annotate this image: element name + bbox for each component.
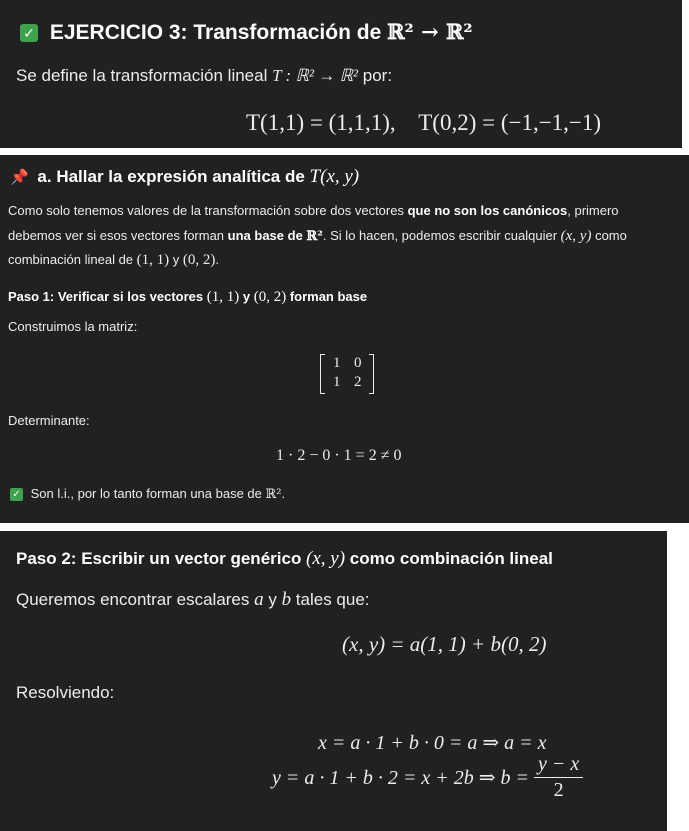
check-icon: ✓ bbox=[10, 488, 23, 501]
pin-icon: 📌 bbox=[10, 169, 29, 186]
linear-combination-equation: (x, y) = a(1, 1) + b(0, 2) bbox=[342, 632, 547, 656]
part-a-paragraph-line-1: Como solo tenemos valores de la transformación sobre dos vectores que no son los canónicos, primero bbox=[8, 203, 619, 218]
solving-label: Resolviendo: bbox=[16, 683, 115, 702]
step-2-panel bbox=[0, 531, 667, 831]
determinant-label: Determinante: bbox=[8, 413, 90, 428]
part-a-panel bbox=[0, 155, 689, 523]
exercise-title: ✓ EJERCICIO 3: Transformación de ℝ² → ℝ² bbox=[20, 19, 473, 45]
step-1-heading: Paso 1: Verificar si los vectores (1, 1) y (0, 2) forman base bbox=[8, 289, 368, 305]
solution-line-2: y = a · 1 + b · 2 = x + 2b ⇒ b = $\frac{y - x}{2}$ bbox=[272, 753, 583, 802]
matrix-cell: 0 bbox=[354, 355, 362, 371]
solution-line-1: x = a · 1 + b · 0 = a ⇒ a = x bbox=[318, 732, 547, 754]
independence-conclusion: ✓ Son l.i., por lo tanto forman una base de ℝ². bbox=[10, 486, 285, 502]
matrix-cell: 1 bbox=[333, 355, 341, 371]
step-2-heading: Paso 2: Escribir un vector genérico (x, y) como combinación lineal bbox=[16, 548, 553, 569]
matrix-cell: 1 bbox=[333, 374, 341, 390]
build-matrix-label: Construimos la matriz: bbox=[8, 319, 138, 334]
determinant-formula: 1 · 2 − 0 · 1 = 2 ≠ 0 bbox=[276, 447, 402, 464]
part-a-heading: 📌 a. Hallar la expresión analítica de T(x, y) bbox=[10, 166, 360, 187]
vectors-matrix bbox=[320, 354, 374, 394]
exercise-header-panel bbox=[0, 0, 682, 148]
check-icon: ✓ bbox=[20, 24, 38, 42]
step-2-intro: Queremos encontrar escalares a y b tales que: bbox=[16, 589, 370, 610]
exercise-intro: Se define la transformación lineal T : ℝ² → ℝ² por: bbox=[16, 66, 393, 85]
part-a-paragraph-line-3: combinación lineal de (1, 1) y (0, 2). bbox=[8, 252, 219, 268]
matrix-cell: 2 bbox=[354, 374, 362, 390]
fraction: $\frac{y - x}{2}$ bbox=[534, 753, 583, 802]
transformation-definition: T(1,1) = (1,1,1), T(0,2) = (−1,−1,−1) bbox=[246, 110, 602, 135]
part-a-paragraph-line-2: debemos ver si esos vectores forman una base de ℝ². Si lo hacen, podemos escribir cualquier (x, y) como bbox=[8, 228, 627, 244]
